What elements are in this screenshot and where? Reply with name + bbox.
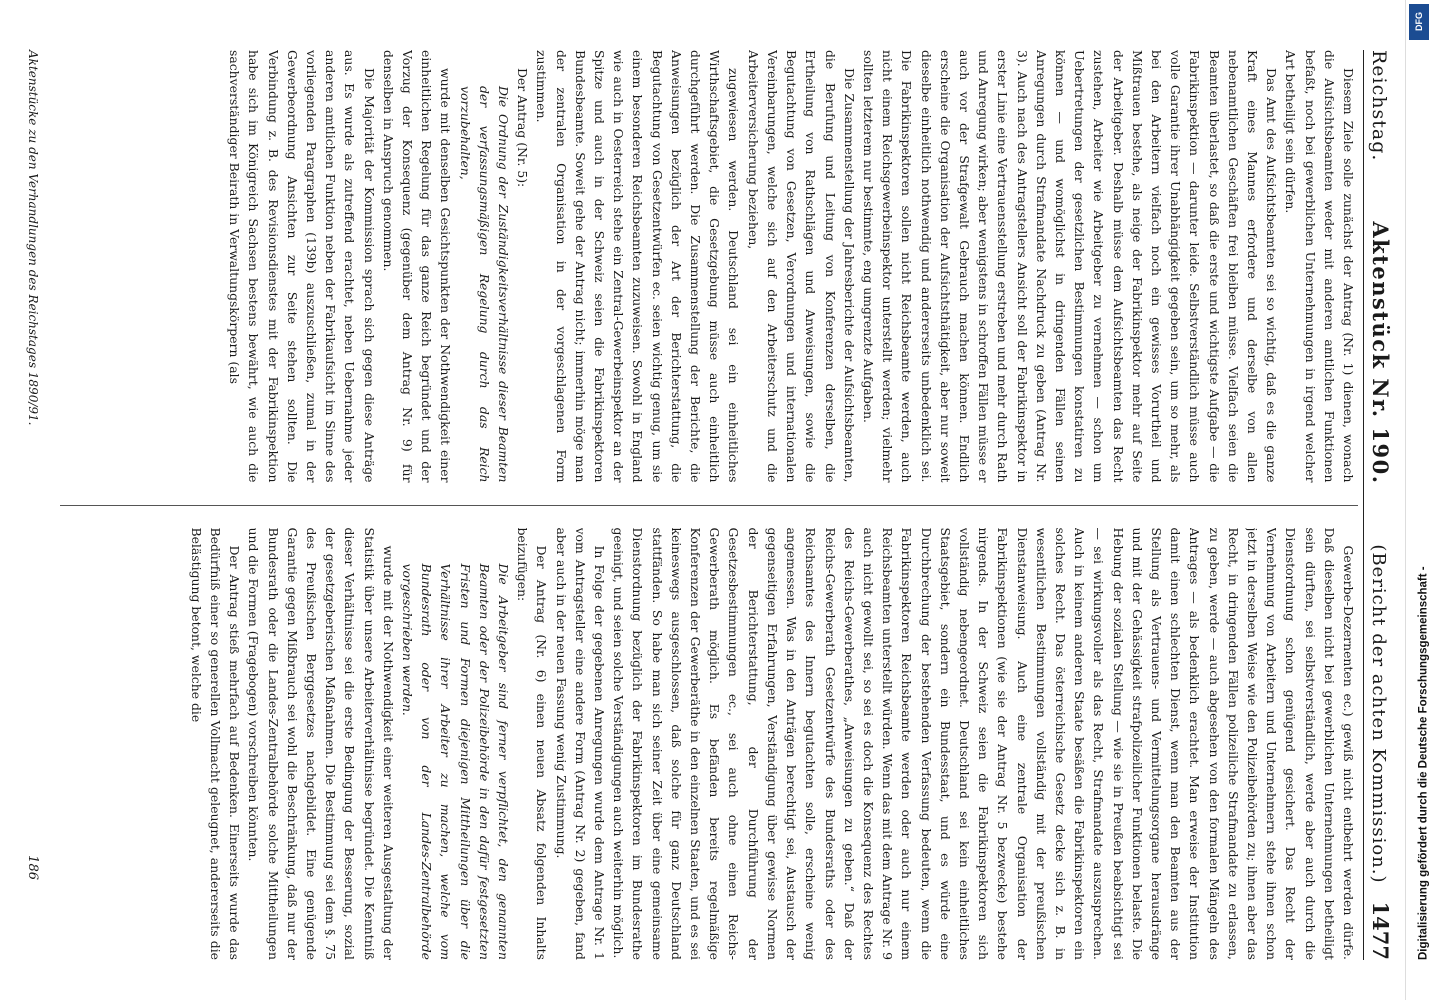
paragraph: wurde mit denselben Gesichtspunkten der Nothwendigkeit einer einheitlichen Regelung für das ganze Reich begründet und der Vorzug der Konsequenz (gegenüber dem Antrag Nr. 9) für denselben in Anspruch genommen. [380, 50, 454, 483]
paragraph: Die Zusammenstellung der Jahresberichte der Aufsichtsbeamten, die Berufung und Leitung von Konferenzen derselben, die Ertheilung von Rathschlägen und Anweisungen, sowie die Begutachtung von Gesetzen, Verordnungen und internationalen Vereinbarungen, welche sich auf den Arbeiterschutz und die Arbeiterversicherung beziehen, [745, 50, 857, 483]
text-columns [60, 50, 1358, 960]
page-number: 1477 [1368, 901, 1393, 960]
paragraph: Die Ordnung der Zuständigkeitsverhältnisse dieser Beamten der verfassungsmäßigen Regelung durch das Reich vorzubehalten, [457, 86, 512, 483]
page-footer [18, 50, 48, 960]
column-divider [60, 505, 1358, 506]
paragraph: In Folge der gegebenen Anregungen wurde dem Antrage Nr. 1 vom Antragsteller eine andere Form (Antrag Nr. 2) gegeben, fand aber auch in der neuen Fassung wenig Zustimmung. [553, 527, 608, 960]
paragraph: Die Majorität der Kommission sprach sich gegen diese Anträge aus. Es wurde als zutreffend erachtet, neben Uebernahme jeder anderen amtlichen Funktion neben der Fabrikaufsicht im Sinne des vorliegenden Paragraphen (139b) auszuschließen, zumal in der Gewerbeordnung Ansichten zur Seite stehen sollten. Die Verbindung z. B. des Revisionsdienstes mit der Fabrikinspektion habe sich im Königreich Sachsen bestens bewährt, wie auch die sachverständiger Beirath in Verwaltungskörpern (als [227, 50, 377, 483]
paragraph: Diesem Ziele solle zunächst der Antrag (Nr. 1) dienen, wonach die Aufsichtsbeamten weder mit anderen amtlichen Funktionen befaßt, noch bei gewerblichen Unternehmungen in irgend welcher Art betheiligt sein dürfen. [1283, 50, 1356, 483]
paragraph: Gewerbe-Dezernenten ec.) gewiß nicht entbehrt werden dürfe. Daß dieselben nicht bei gewerblichen Unternehmungen betheiligt sein dürften, sei selbstverständlich, werde aber auch durch die Dienstordnung schon genügend gesichert. Das Recht der Vernehmung von Arbeitern und Unternehmern stehe ihnen schon jetzt in derselben Weise wie den Polizeibehörden zu; ihnen aber das Recht, in dringenden Fällen polizeiliche Strafmandate zu erlassen, zu geben, werde — auch abgesehen von den formalen Mängeln des Antrages — als bedenklich erachtet. Man erweise der Institution damit einen schlechten Dienst, wenn man den Beamten aus der Stellung als Vertrauens- und Vermittelungsorgane herausdränge und mit der Gehässigkeit strafpolizeilicher Funktionen belaste. Die Hebung der sozialen Stellung — wie sie in Preußen beabsichtigt sei — sei wirkungsvoller als das Recht, Strafmandate auszusprechen. Auch in keinem anderen Staate besäßen die Fabrikinspektoren ein solches Recht. Das österreichische Gesetz decke sich z. B. in wesentlichen Bestimmungen vollständig mit der preußischen Dienstanweisung. Auch eine zentrale Organisation der Fabrikinspektionen (wie sie der Antrag Nr. 5 bezwecke) bestehe nirgends. In der Schweiz seien die Fabrikinspektoren sich vollständig nebengeordnet. Deutschland sei kein einheitliches Staatsgebiet, sondern ein Bundesstaat, und es würde eine Durchbrechung der bestehenden Verfassung bedeuten, wenn die Fabrikinspektoren Reichsbeamte werden oder auch nur einem Reichsbeamten unterstellt würden. Wenn das mit dem Antrage Nr. 9 auch nicht gewollt sei, so sei es doch die Konsequenz des Rechtes des Reichs-Gewerberathes, „Anweisungen zu geben.“ Daß der Reichs-Gewerberath Gesetzentwürfe des Bundesraths oder des Reichsamtes des Innern begutachten solle, erscheine wenig angemessen. Was in den Anträgen berechtigt sei, Austausch der gegenseitigen Erfahrungen, Verständigung über gewisse Normen der Berichterstattung, der Durchführung der Gesetzesbestimmungen ec., sei auch ohne einen Reichs-Gewerberath möglich. Es befänden bereits regelmäßige Konferenzen der Gewerberäthe in den einzelnen Staaten, und es sei keineswegs ausgeschlossen, daß solche für ganz Deutschland stattfänden. So habe man sich seiner Zeit über eine gemeinsame Dienstordnung bezüglich der Fabrikinspektoren im Bundesrathe geeinigt, und seien solche Verständigungen auch weiterhin möglich. [611, 527, 1356, 960]
sheet-signature: 186 [25, 855, 41, 880]
column-right [60, 528, 1358, 961]
header-title: Aktenstück Nr. 190. [1368, 221, 1393, 485]
header-left: Reichstag. [1368, 50, 1390, 162]
column-left [60, 50, 1358, 483]
dfg-logo: DFG [1409, 4, 1429, 40]
paragraph: Das Amt des Aufsichtsbeamten sei so wichtig, daß es die ganze Kraft eines Mannes erfordere und derselbe von allen nebenamtlichen Geschäften frei bleiben müsse. Vielfach seien die Beamten überlastet, so daß die erste und wichtigste Aufgabe — die Fabrikinspektion — darunter leide. Selbstverständlich müsse auch volle Garantie ihrer Unabhängigkeit gegeben sein, um so mehr, als bei den Arbeitern vielfach noch ein gewisses Vorurtheil und Mißtrauen bestehe, als neige der Fabrikinspektor mehr auf Seite der Arbeitgeber. Deshalb müsse dem Aufsichtsbeamten das Recht zustehen, Arbeiter wie Arbeitgeber zu vernehmen — schon um Uebertretungen der gesetzlichen Bestimmungen konstatiren zu können — und womöglichst in dringenden Fällen seinen Anregungen durch Strafmandate Nachdruck zu geben (Antrag Nr. 3). Auch nach des Antragstellers Ansicht soll der Fabrikinspektor in erster Linie eine Vertrauensstellung erstreben und mehr durch Rath und Anregung wirken; aber wenigstens in schroffen Fällen müsse er auch vor der Strafgewalt Gebrauch machen können. Endlich erscheine die Organisation der Aufsichtsthätigkeit, aber nur soweit dieselbe einheitlich nothwendig und andererseits unbedenklich sei. Die Fabrikinspektoren sollen nicht Reichsbeamte werden, auch nicht einem Reichsgewerbeinspektor unterstellt werden; vielmehr sollten letzterem nur bestimmte, eng umgrenzte Aufgaben. [860, 50, 1280, 483]
paragraph: Der Antrag (Nr. 6) einen neuen Absatz folgenden Inhalts beizufügen: [515, 527, 550, 960]
paragraph: wurde mit der Nothwendigkeit einer weiteren Ausgestaltung der Statistik über unsere Arbeiterverhältnisse begründet. Die Kenntniß dieser Verhältnisse sei die erste Bedingung der Besserung, sozial der gesetzgeberischen Maßnahmen. Die Bestimmung sei dem §. 75 des Preußischen Berggesetzes nachgebildet. Eine genügende Garantie gegen Mißbrauch sei wohl die Beschränkung, daß nur der Bundesrath oder die Landes-Zentralbehörde solche Mittheilungen und die Formen (Fragebogen) vorschreiben könnten. [246, 527, 396, 960]
page-header [1363, 50, 1402, 960]
paragraph: Der Antrag (Nr. 5): [515, 68, 531, 188]
paragraph: Die Arbeitgeber sind ferner verpflichtet, den genannten Beamten oder der Polizeibehörde in den dafür festgesetzten Fristen und Formen diejenigen Mittheilungen über die Verhältnisse ihrer Arbeiter zu machen, welche vom Bundesrath oder von der Landes-Zentralbehörde vorgeschrieben werden. [400, 563, 512, 960]
paragraph: zugewiesen werden. Deutschland sei ein einheitliches Wirthschaftsgebiet, die Gesetzgebung müsse auch einheitlich durchgeführt werden. Die Zusammenstellung der Berichte, die Anweisungen bezüglich der Art der Berichterstattung, die Begutachtung von Gesetzentwürfen ec. seien wichtig genug, um sie einem besonderen Reichsbeamten zuzuweisen. Sowohl in England wie auch in Oesterreich stehe ein Zentral-Gewerbeinspektor an der Spitze und auch in der Schweiz seien die Fabrikinspektoren Bundesbeamte. Soweit gehe der Antrag nicht; immerhin möge man der zentralen Organisation in der vorgeschlagenen Form zustimmen. [534, 50, 742, 483]
paragraph: Der Antrag stieß mehrfach auf Bedenken. Einerseits wurde das Bedürfniß einer so generellen Vollmacht geleugnet, andererseits die Belästigung betont, welche die [188, 527, 243, 960]
footer-source: Aktenstücke zu den Verhandlungen des Reichstages 1890/91. [26, 50, 40, 426]
dfg-sidebar [1405, 0, 1432, 1000]
dfg-notice: Digitalisierung gefördert durch die Deutsche Forschungsgemeinschaft - [1418, 566, 1430, 960]
header-right: (Bericht der achten Kommission.) [1368, 544, 1389, 884]
